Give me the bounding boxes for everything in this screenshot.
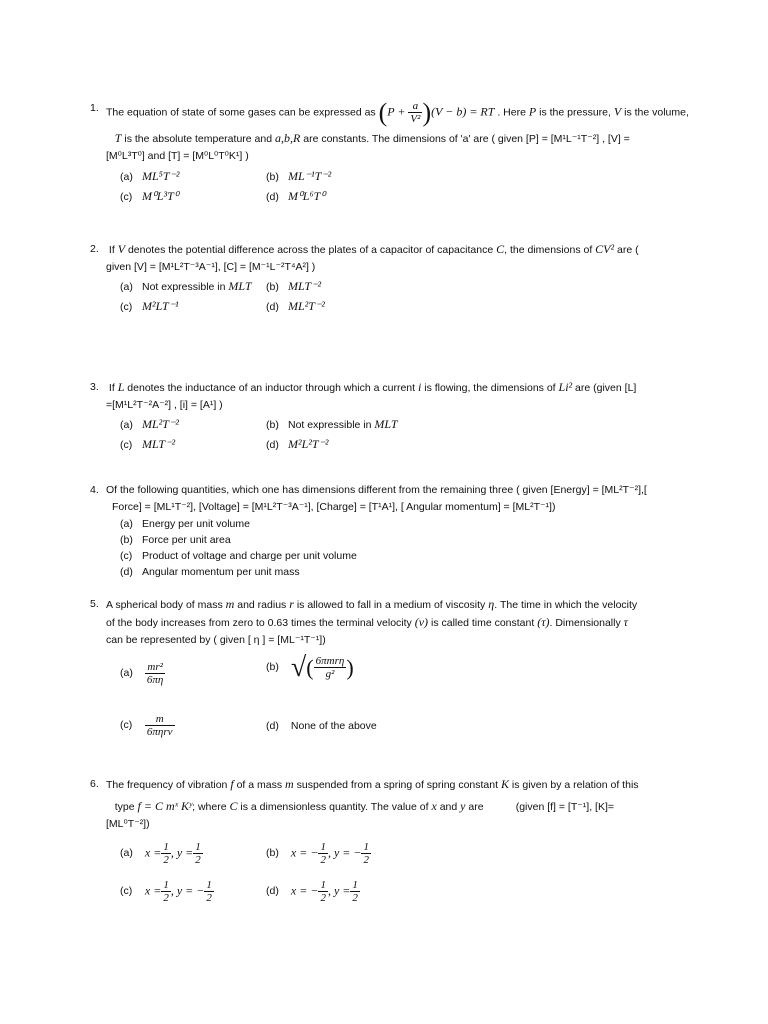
- question-text: A spherical body of mass m and radius r is allowed to fall in a medium of viscosity η. The time in which the velocity of the body increases from zero to 0.63 times the terminal velocity (v) is called time constant (τ). Dimensionally τ can be represented by ( given [ η ] = [ML⁻¹T⁻¹]): [106, 597, 638, 646]
- fraction-a-over-v2: $\frac{a}{\text{V²}}$: [410, 100, 421, 125]
- question-text: If V denotes the potential difference across the plates of a capacitor of capacitance C, the dimensions of CV² are ( given [V] = [M¹L²T⁻³A⁻¹], [C] = [M⁻¹L⁻²T⁴A²] ): [106, 242, 639, 273]
- options-row: [120, 278, 680, 298]
- option-b[interactable]: (b) ML⁻¹T⁻²: [266, 169, 332, 183]
- question-1: [90, 98, 689, 208]
- option-c[interactable]: (c) $\frac{m}{\text{6πηrv}}$: [120, 713, 173, 738]
- question-5: [90, 596, 680, 755]
- option-b[interactable]: (b) Force per unit area: [120, 534, 231, 546]
- options-row: [120, 436, 680, 456]
- options-row: [120, 416, 680, 436]
- option-a[interactable]: (a) $\frac{\text{mr²}}{6\pi\eta}$: [120, 661, 164, 686]
- question-number: 5.: [90, 598, 99, 610]
- option-a[interactable]: (a) Not expressible in MLT: [120, 279, 252, 293]
- question-number: 3.: [90, 381, 99, 393]
- option-b[interactable]: (b) MLT⁻²: [266, 279, 322, 293]
- question-3: [90, 379, 680, 456]
- option-a[interactable]: (a) x = $\frac{1}{2}$ , y = $\frac{1}{2}$: [120, 841, 201, 866]
- option-d[interactable]: (d) M²L²T⁻²: [266, 437, 329, 451]
- option-a[interactable]: (a) ML²T⁻²: [120, 417, 179, 431]
- question-number: 6.: [90, 778, 99, 790]
- option-b[interactable]: (b) x = − $\frac{1}{2}$ , y = − $\frac{1}{2}$: [266, 841, 369, 866]
- options-row: [120, 168, 680, 188]
- question-2: [90, 241, 680, 318]
- option-d[interactable]: (d) ML²T⁻²: [266, 299, 325, 313]
- option-d[interactable]: (d) x = − $\frac{1}{2}$ , y = $\frac{1}{2}$: [266, 879, 358, 904]
- question-number: 4.: [90, 484, 99, 496]
- option-a[interactable]: (a) ML⁵T⁻²: [120, 169, 180, 183]
- sqrt-symbol: √: [290, 652, 307, 683]
- question-text: If L denotes the inductance of an inductor through which a current i is flowing, the dimensions of Li² are (given [L] =[M¹L²T⁻²A⁻²] , [i] = [A¹] ): [106, 380, 637, 411]
- question-number: 2.: [90, 243, 99, 255]
- option-c[interactable]: (c) MLT⁻²: [120, 437, 176, 451]
- options-list: [120, 516, 680, 580]
- question-number: 1.: [90, 102, 99, 114]
- option-d[interactable]: (d) M⁰L⁶T⁰: [266, 189, 326, 203]
- fraction: $\frac{m}{\text{6πηrv}}$: [146, 713, 173, 738]
- option-d[interactable]: (d) None of the above: [266, 720, 377, 732]
- option-d[interactable]: (d) Angular momentum per unit mass: [120, 566, 300, 578]
- fraction: $\frac{\text{mr²}}{6\pi\eta}$: [146, 661, 164, 686]
- option-b[interactable]: (b) √( $\frac{\text{6πmrη}}{\text{g²}}$ ): [266, 652, 354, 683]
- option-a[interactable]: (a) Energy per unit volume: [120, 518, 250, 530]
- question-4: [90, 482, 680, 580]
- question-6: [90, 776, 680, 921]
- question-text: The frequency of vibration f of a mass m suspended from a spring of spring constant K is given by a relation of this type f = C mˣ Kʸ; where C is a dimensionless quantity. The value of x and y are (given [f] = [T⁻¹], [K]= [ML⁰T⁻²]): [106, 777, 639, 830]
- fraction: $\frac{\text{6πmrη}}{\text{g²}}$: [315, 655, 345, 680]
- option-c[interactable]: (c) x = $\frac{1}{2}$ , y = − $\frac{1}{2}$: [120, 879, 212, 904]
- option-b[interactable]: (b) Not expressible in MLT: [266, 417, 398, 431]
- question-text: The equation of state of some gases can be expressed as (P + $\frac{a}{\text{V²}}$ )(V − b) = RT . Here P is the pressure, V is the volume, T is the absolute temperature and a,b,R are constants. The dimensions of 'a' are ( given [P] = [M¹L⁻¹T⁻²] , [V] = [M⁰L³T⁰] and [T] = [M⁰L⁰T⁰K¹] ): [106, 98, 689, 162]
- options-row: [120, 298, 680, 318]
- options-row: [120, 188, 680, 208]
- question-text: Of the following quantities, which one has dimensions different from the remaining three ( given [Energy] = [ML²T⁻²],[ Force] = [ML¹T⁻²], [Voltage] = [M¹L²T⁻³A⁻¹], [Charge] = [T¹A¹], [ Angular momentum] = [ML²T⁻¹]): [106, 484, 647, 513]
- option-c[interactable]: (c) M⁰L³T⁰: [120, 189, 179, 203]
- option-c[interactable]: (c) M²LT⁻¹: [120, 299, 179, 313]
- option-c[interactable]: (c) Product of voltage and charge per unit volume: [120, 550, 357, 562]
